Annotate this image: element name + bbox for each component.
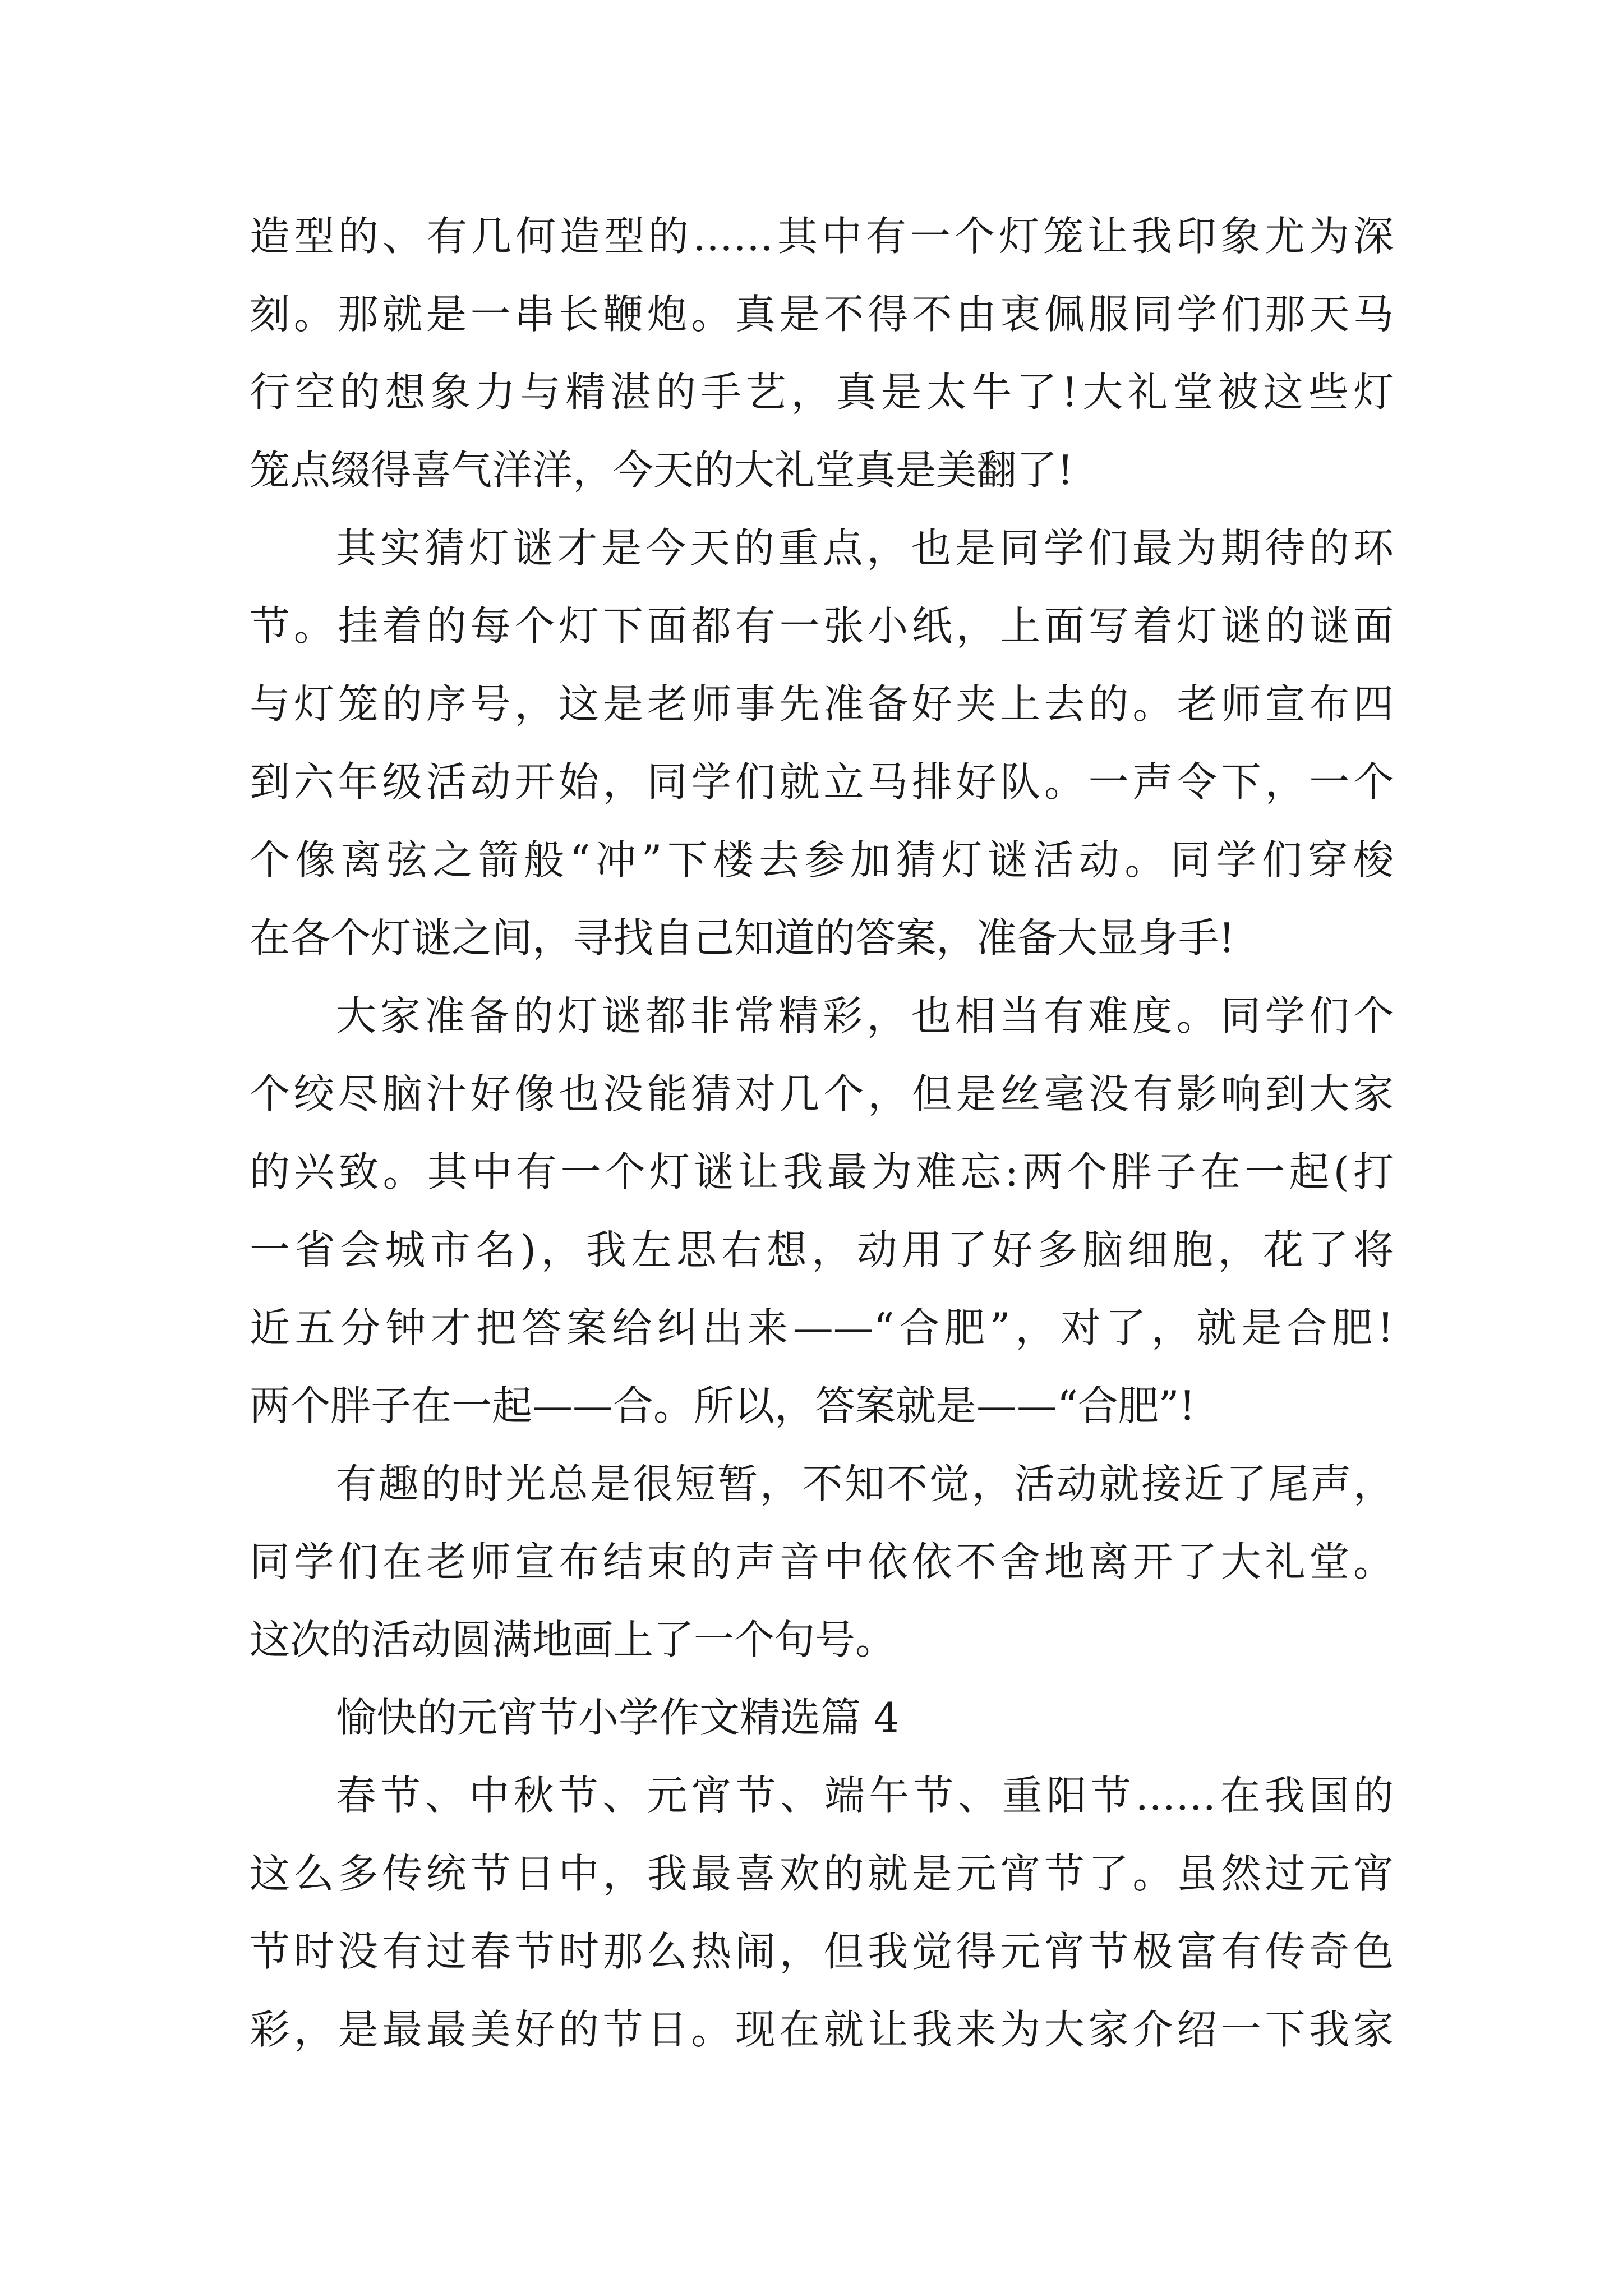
text-line: 造型的、有几何造型的……其中有一个灯笼让我印象尤为深	[250, 213, 1394, 260]
text-line: 与灯笼的序号，这是老师事先准备好夹上去的。老师宣布四	[250, 680, 1394, 728]
text-line: 愉快的元宵节小学作文精选篇 4	[336, 1694, 900, 1741]
text-line: 刻。那就是一串长鞭炮。真是不得不由衷佩服同学们那天马	[250, 291, 1394, 338]
text-line: 一省会城市名)，我左思右想，动用了好多脑细胞，花了将	[250, 1226, 1394, 1273]
text-line: 在各个灯谜之间，寻找自己知道的答案，准备大显身手!	[250, 914, 1235, 961]
text-line: 彩，是最最美好的节日。现在就让我来为大家介绍一下我家	[250, 2006, 1394, 2053]
text-line: 同学们在老师宣布结束的声音中依依不舍地离开了大礼堂。	[250, 1538, 1394, 1585]
text-line: 个像离弦之箭般“冲”下楼去参加猜灯谜活动。同学们穿梭	[250, 836, 1394, 884]
text-line: 近五分钟才把答案给纠出来——“合肥”，对了，就是合肥!	[250, 1304, 1394, 1351]
text-line: 笼点缀得喜气洋洋，今天的大礼堂真是美翻了!	[250, 447, 1073, 494]
text-line: 节时没有过春节时那么热闹，但我觉得元宵节极富有传奇色	[250, 1928, 1394, 1975]
text-line: 这么多传统节日中，我最喜欢的就是元宵节了。虽然过元宵	[250, 1850, 1394, 1897]
text-line: 有趣的时光总是很短暂，不知不觉，活动就接近了尾声，	[336, 1460, 1394, 1507]
text-line: 这次的活动圆满地画上了一个句号。	[250, 1616, 896, 1663]
text-line: 其实猜灯谜才是今天的重点，也是同学们最为期待的环	[336, 524, 1394, 572]
text-line: 行空的想象力与精湛的手艺，真是太牛了!大礼堂被这些灯	[250, 369, 1394, 416]
text-line: 的兴致。其中有一个灯谜让我最为难忘:两个胖子在一起(打	[250, 1148, 1394, 1195]
text-line: 春节、中秋节、元宵节、端午节、重阳节……在我国的	[336, 1772, 1394, 1819]
text-line: 两个胖子在一起——合。所以，答案就是——“合肥”!	[250, 1382, 1196, 1429]
text-line: 节。挂着的每个灯下面都有一张小纸，上面写着灯谜的谜面	[250, 602, 1394, 650]
body-text	[250, 197, 1394, 2069]
text-line: 到六年级活动开始，同学们就立马排好队。一声令下，一个	[250, 758, 1394, 806]
text-line: 个绞尽脑汁好像也没能猜对几个，但是丝毫没有影响到大家	[250, 1070, 1394, 1117]
text-line: 大家准备的灯谜都非常精彩，也相当有难度。同学们个	[336, 992, 1394, 1039]
